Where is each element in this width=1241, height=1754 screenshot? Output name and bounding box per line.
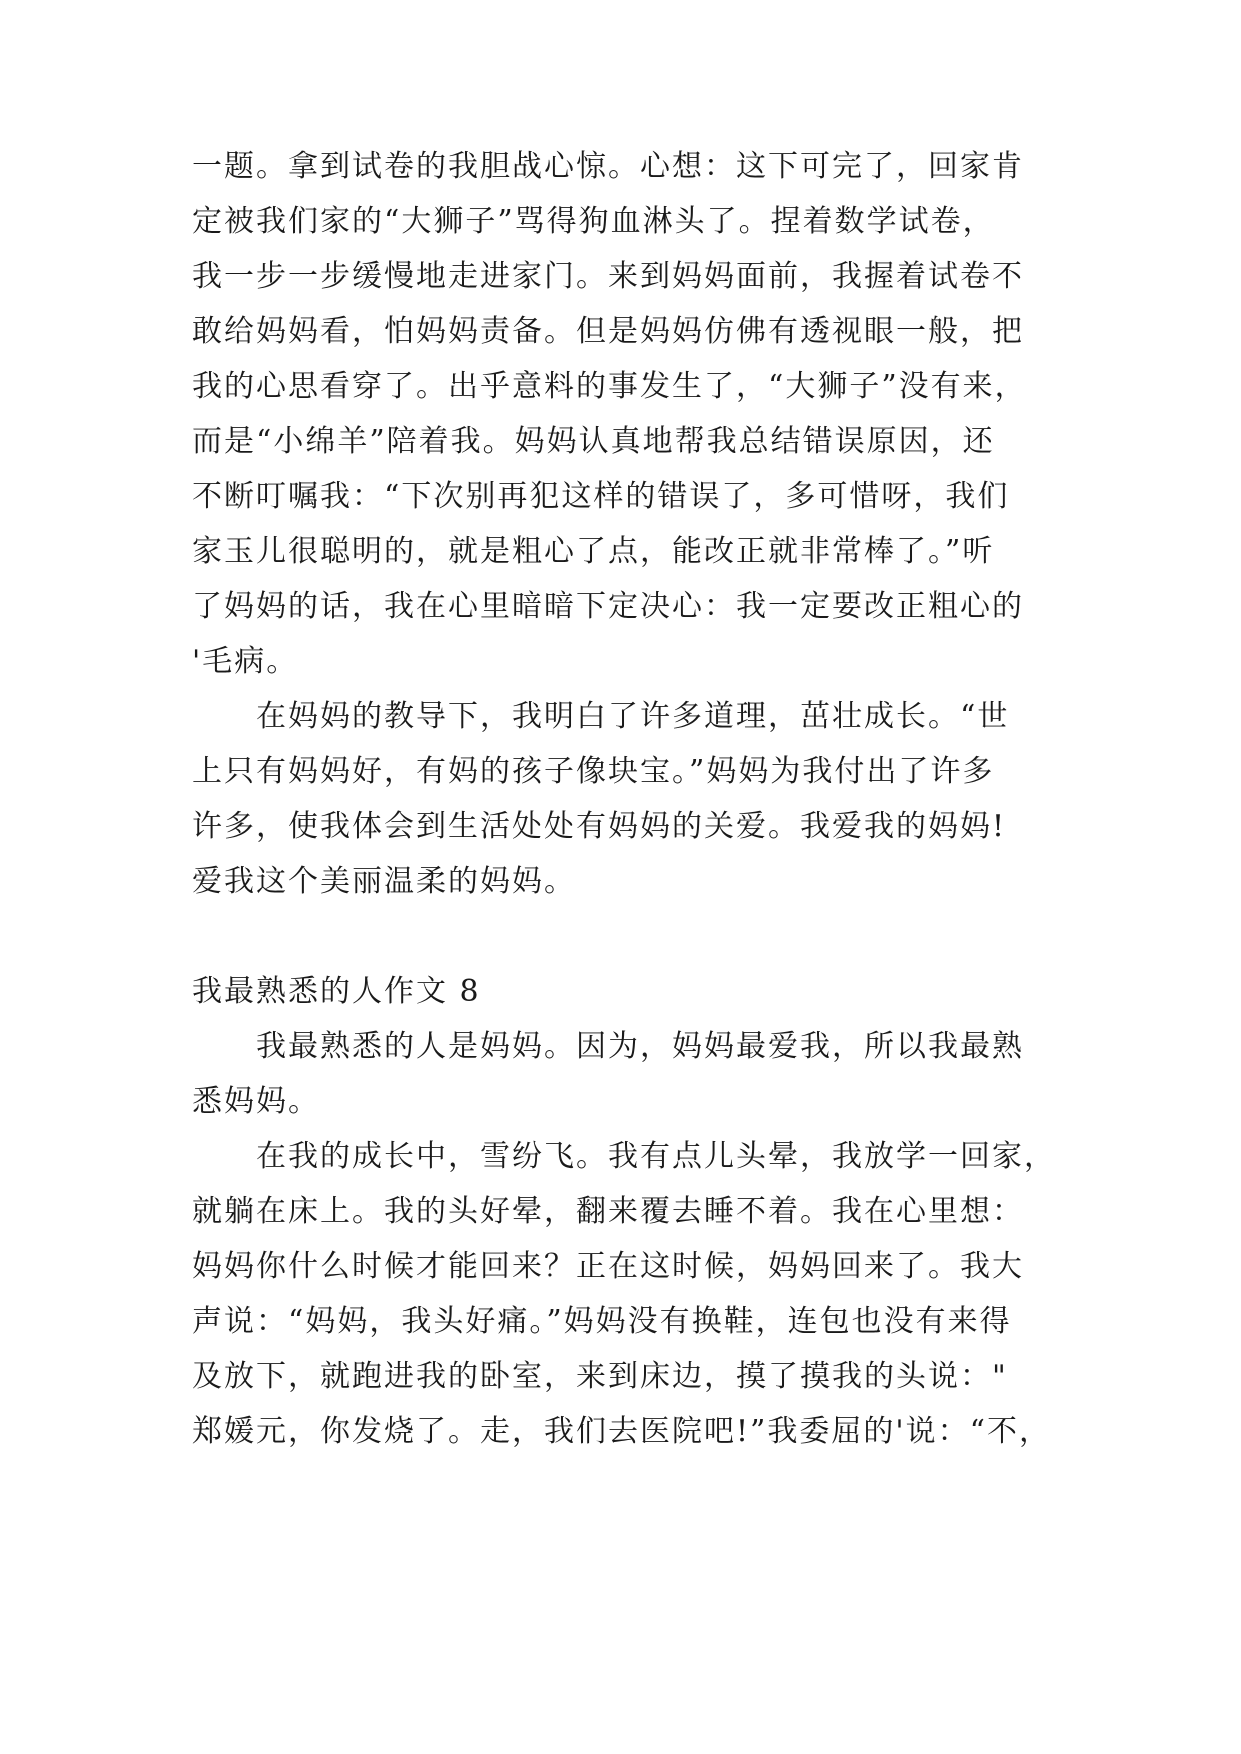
text-line: 不断叮嘱我：“下次别再犯这样的错误了，多可惜呀，我们 xyxy=(192,479,1010,514)
text-line: 许多，使我体会到生活处处有妈妈的关爱。我爱我的妈妈! xyxy=(192,809,1007,844)
text-line: 了妈妈的话，我在心里暗暗下定决心：我一定要改正粗心的 xyxy=(192,589,1024,624)
text-line: 爱我这个美丽温柔的妈妈。 xyxy=(192,864,576,899)
text-line: 悉妈妈。 xyxy=(192,1084,320,1119)
text-line: 郑媛元，你发烧了。走，我们去医院吧!”我委屈的'说：“不， xyxy=(192,1414,1051,1449)
text-line: '毛病。 xyxy=(192,644,299,679)
text-line: 而是“小绵羊”陪着我。妈妈认真地帮我总结错误原因，还 xyxy=(192,424,995,459)
text-line: 妈妈你什么时候才能回来？正在这时候，妈妈回来了。我大 xyxy=(192,1249,1024,1284)
text-line: 我一步一步缓慢地走进家门。来到妈妈面前，我握着试卷不 xyxy=(192,259,1024,294)
text-line: 及放下，就跑进我的卧室，来到床边，摸了摸我的头说：" xyxy=(192,1359,1008,1394)
paragraph-first-line: 在我的成长中，雪纷飞。我有点儿头晕，我放学一回家， xyxy=(256,1139,1056,1174)
text-line: 声说：“妈妈，我头好痛。”妈妈没有换鞋，连包也没有来得 xyxy=(192,1304,1012,1339)
text-line: 就躺在床上。我的头好晕，翻来覆去睡不着。我在心里想： xyxy=(192,1194,1024,1229)
section-heading: 我最熟悉的人作文 8 xyxy=(192,974,481,1009)
text-line: 一题。拿到试卷的我胆战心惊。心想：这下可完了，回家肯 xyxy=(192,149,1024,184)
text-line: 家玉儿很聪明的，就是粗心了点，能改正就非常棒了。”听 xyxy=(192,534,995,569)
text-line: 定被我们家的“大狮子”骂得狗血淋头了。捏着数学试卷， xyxy=(192,204,995,239)
text-line: 上只有妈妈好，有妈的孩子像块宝。”妈妈为我付出了许多 xyxy=(192,754,995,789)
paragraph-first-line: 在妈妈的教导下，我明白了许多道理，茁壮成长。“世 xyxy=(256,699,1010,734)
text-line: 敢给妈妈看，怕妈妈责备。但是妈妈仿佛有透视眼一般，把 xyxy=(192,314,1024,349)
text-line: 我的心思看穿了。出乎意料的事发生了，“大狮子”没有来， xyxy=(192,369,1027,404)
paragraph-first-line: 我最熟悉的人是妈妈。因为，妈妈最爱我，所以我最熟 xyxy=(256,1029,1024,1064)
